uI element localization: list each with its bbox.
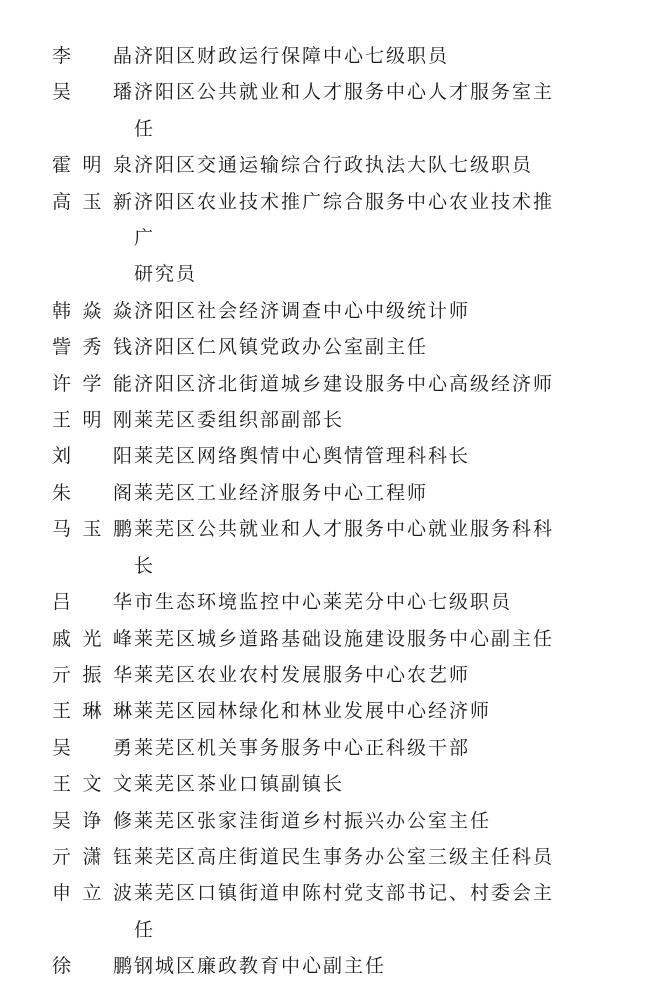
person-name: 吴勇 <box>52 736 134 759</box>
list-item <box>0 74 657 147</box>
person-name: 申立波 <box>52 882 134 905</box>
person-title: 莱芜区农业农村发展服务中心农艺师 <box>134 663 471 686</box>
person-name: 高玉新 <box>52 190 134 213</box>
list-item <box>0 184 657 293</box>
person-title: 莱芜区茶业口镇副镇长 <box>134 773 345 796</box>
person-title: 济阳区财政运行保障中心七级职员 <box>134 45 450 67</box>
person-name: 徐鹏 <box>52 955 134 978</box>
person-title: 市生态环境监控中心莱芜分中心七级职员 <box>134 591 513 614</box>
person-title: 莱芜区口镇街道申陈村党支部书记、村委会主任 <box>134 882 555 941</box>
person-title: 莱芜区委组织部副部长 <box>134 409 345 432</box>
list-item <box>0 584 657 620</box>
list-item <box>0 329 657 365</box>
person-name: 马玉鹏 <box>52 518 134 541</box>
person-name: 亓潇钰 <box>52 845 134 868</box>
list-item <box>0 766 657 802</box>
person-name: 王文文 <box>52 773 134 796</box>
person-title: 济阳区社会经济调查中心中级统计师 <box>134 299 471 322</box>
person-name: 韩焱焱 <box>52 299 134 322</box>
list-item <box>0 438 657 474</box>
list-item <box>0 875 657 948</box>
person-name: 亓振华 <box>52 663 134 686</box>
personnel-list <box>0 38 657 985</box>
person-title: 莱芜区网络舆情中心舆情管理科科长 <box>134 445 471 468</box>
person-title: 莱芜区机关事务服务中心正科级干部 <box>134 736 471 759</box>
person-title: 莱芜区公共就业和人才服务中心就业服务科科长 <box>134 518 555 577</box>
list-item <box>0 657 657 693</box>
person-name: 訾秀钱 <box>52 336 134 359</box>
person-name: 霍明泉 <box>52 154 134 177</box>
person-title: 济阳区仁风镇党政办公室副主任 <box>134 336 429 359</box>
person-title: 济阳区济北街道城乡建设服务中心高级经济师 <box>134 372 555 395</box>
list-item <box>0 621 657 657</box>
person-name: 吴诤修 <box>52 809 134 832</box>
person-title: 莱芜区高庄街道民生事务办公室三级主任科员 <box>134 845 555 868</box>
list-item <box>0 948 657 984</box>
list-item <box>0 730 657 766</box>
person-name: 许学能 <box>52 372 134 395</box>
person-title: 莱芜区工业经济服务中心工程师 <box>134 481 429 504</box>
person-title: 莱芜区城乡道路基础设施建设服务中心副主任 <box>134 627 555 650</box>
list-item <box>0 402 657 438</box>
person-name: 王明刚 <box>52 409 134 432</box>
person-name: 吴璠 <box>52 81 134 104</box>
list-item <box>0 693 657 729</box>
person-name: 刘阳 <box>52 445 134 468</box>
person-name: 王琳琳 <box>52 700 134 723</box>
list-item <box>0 475 657 511</box>
list-item <box>0 511 657 584</box>
person-name: 朱阁 <box>52 481 134 504</box>
list-item <box>0 293 657 329</box>
person-name: 吕华 <box>52 591 134 614</box>
person-name: 李晶 <box>52 45 134 67</box>
person-title: 莱芜区张家洼街道乡村振兴办公室主任 <box>134 809 492 832</box>
person-name: 戚光峰 <box>52 627 134 650</box>
list-item <box>0 366 657 402</box>
person-title: 济阳区交通运输综合行政执法大队七级职员 <box>134 154 534 177</box>
person-title: 济阳区农业技术推广综合服务中心农业技术推广 研究员 <box>134 190 555 286</box>
list-item <box>0 147 657 183</box>
list-item <box>0 839 657 875</box>
person-title: 济阳区公共就业和人才服务中心人才服务室主任 <box>134 81 555 140</box>
person-title: 莱芜区园林绿化和林业发展中心经济师 <box>134 700 492 723</box>
person-title: 钢城区廉政教育中心副主任 <box>134 955 387 978</box>
list-item <box>0 38 657 74</box>
list-item <box>0 803 657 839</box>
